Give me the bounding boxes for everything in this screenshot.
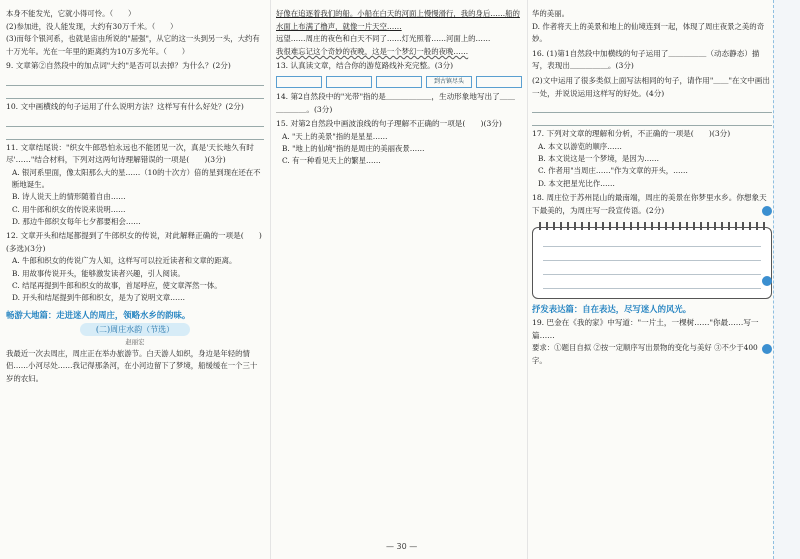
question-13: 13. 认真读文章，结合你的游览路线补充完整。(3分) xyxy=(276,61,454,71)
note-line xyxy=(543,246,761,247)
margin-dot-icon xyxy=(762,344,772,354)
answer-line[interactable] xyxy=(6,75,264,86)
passage-text: 我最近一次去周庄，周庄正在举办旅游节。白天游人如织，身边是年轻的情侣……小河尽处……我记得那条河，在小河边留下了梦境，船缓缓在一个三十岁的农妇。 xyxy=(6,348,258,383)
margin-dot-icon xyxy=(762,206,772,216)
route-box[interactable] xyxy=(476,76,522,88)
passage-text-wavy: 我很难忘记这个奇妙的夜晚，这是一个梦幻一般的夜晚…… xyxy=(276,46,469,56)
right-column xyxy=(532,8,772,368)
passage-text: 好像在追逐着我们的船。小船在白天的河面上慢慢滑行，我的身后……船的水面上布满了橹声，就像一片天空…… xyxy=(276,9,520,31)
text-line: (2)参加进，没人能发现，大约有30万千米。（ ） xyxy=(6,21,178,31)
section-heading: 抒发表达篇：自在表达，尽写迷人的风光。 xyxy=(532,304,692,315)
page-margin-bar xyxy=(773,0,800,559)
option: C. 用牛郎和织女的传说来说明…… xyxy=(12,204,126,214)
option: D. 开头和结尾提到牛郎和织女，是为了说明文章…… xyxy=(12,293,185,303)
note-line xyxy=(543,288,761,289)
page-number: — 30 — xyxy=(386,542,418,551)
option: B. 诗人说天上的情形随着自由…… xyxy=(12,192,126,202)
question-16b: (2)文中运用了很多类似上面写法相同的句子，请作用"＿＿"在文中画出一处，并说说运用这样写的好处。(4分) xyxy=(532,75,770,98)
answer-line[interactable] xyxy=(6,129,264,140)
answer-line[interactable] xyxy=(532,115,772,126)
question-12: 12. 文章开头和结尾都提到了牛郎织女的传说，对此解释正确的一项是( )(多选)(3分) xyxy=(6,231,262,253)
note-line xyxy=(543,274,761,275)
route-box: 到古镇尽头 xyxy=(426,76,472,88)
column-divider xyxy=(270,0,271,559)
option: A. 银河系里面，像太阳那么大的星……（10的十次方）倍的星到现在还在不断地诞生。 xyxy=(12,167,261,190)
notepad-answer-box[interactable] xyxy=(532,227,772,299)
middle-column xyxy=(276,8,522,168)
left-column xyxy=(6,8,264,385)
note-line xyxy=(543,260,761,261)
option: C. 作者用"当周庄……"作为文章的开头，…… xyxy=(538,166,688,176)
text-line: 华的美丽。 xyxy=(532,9,569,18)
route-box[interactable] xyxy=(326,76,372,88)
text-line: D. 作者将天上的美景和地上的仙境连到一起，体现了周庄夜景之美的奇妙。 xyxy=(532,21,765,44)
route-box[interactable] xyxy=(376,76,422,88)
requirement: 要求：①题目自拟 ②按一定顺序写出景物的变化与美好 ③不少于400字。 xyxy=(532,343,758,365)
column-divider xyxy=(527,0,528,559)
route-box[interactable] xyxy=(276,76,322,88)
question-14: 14. 第2自然段中的"光带"指的是＿＿＿＿＿＿，生动形象地写出了＿＿＿＿＿＿。(3分) xyxy=(276,91,515,114)
notepad-rings-icon xyxy=(539,222,765,230)
question-17: 17. 下列对文章的理解和分析，不正确的一项是( )(3分) xyxy=(532,129,731,139)
option: D. 那边牛郎织女每年七夕都要相会…… xyxy=(12,216,141,226)
text-line: (3)而每个银河系，也就是宙由所说的"届强"，从它的这一头到另一头，大约有十万光年。光在一年里的距离约为10万多光年。（ ） xyxy=(6,34,260,56)
route-flow xyxy=(276,76,522,88)
passage-text: 远望……周庄的夜色和白天不同了……灯光照着……河面上的…… xyxy=(276,34,491,44)
option: A. "天上的美景"指的是星星…… xyxy=(282,131,388,141)
option: D. 本文把星光比作…… xyxy=(538,178,615,188)
answer-line[interactable] xyxy=(6,88,264,99)
answer-line[interactable] xyxy=(532,102,772,113)
option: A. 本文以游览的顺序…… xyxy=(538,141,622,151)
question-15: 15. 对第2自然段中画波浪线的句子理解不正确的一项是( )(3分) xyxy=(276,119,502,129)
passage-title: (二)周庄水韵（节选） xyxy=(80,323,190,336)
option: A. 牛郎和织女的传说广为人知，这样写可以拉近读者和文章的距离。 xyxy=(12,256,237,266)
question-19: 19. 巴金在《我的家》中写道："一片土，一棵树……"你最……写一篇…… xyxy=(532,318,759,340)
question-9: 9. 文章第②自然段中的加点词"大约"是否可以去掉？为什么？(2分) xyxy=(6,61,231,71)
option: C. 结尾再提到牛郎和织女的故事，首尾呼应，使文章浑然一体。 xyxy=(12,281,222,291)
question-10: 10. 文中画横线的句子运用了什么说明方法？这样写有什么好处？(2分) xyxy=(6,101,244,111)
option: C. 有一种看见天上的繁星…… xyxy=(282,156,381,166)
question-16: 16. (1)第1自然段中加横线的句子运用了＿＿＿＿＿（动态静态）描写，表现出＿＿＿＿＿。(3分) xyxy=(532,48,760,71)
option: B. 用故事传说开头，能够激发读者兴趣，引人阅读。 xyxy=(12,268,185,278)
text-line: 本身不能发光，它就小得可怜。（ ） xyxy=(6,9,136,18)
author: 赵丽宏 xyxy=(125,337,145,346)
question-18: 18. 周庄位于苏州昆山的最南端，周庄的美景在你梦里水乡。你想象天下最美的，为周庄写一段宣传语。(2分) xyxy=(532,192,767,215)
margin-dot-icon xyxy=(762,276,772,286)
option: B. 本文说这是一个梦境，是因为…… xyxy=(538,154,659,164)
question-11: 11. 文章结尾说："织女牛郎恐怕永远也不能团见一次，真是'天长地久有时尽'……"结合材料，下列对这两句诗理解错误的一项是( )(3分) xyxy=(6,142,254,165)
section-heading: 畅游大地篇：走进迷人的周庄，领略水乡的韵味。 xyxy=(6,309,191,320)
answer-line[interactable] xyxy=(6,116,264,127)
option: B. "地上的仙境"指的是周庄的美丽夜景…… xyxy=(282,144,425,154)
